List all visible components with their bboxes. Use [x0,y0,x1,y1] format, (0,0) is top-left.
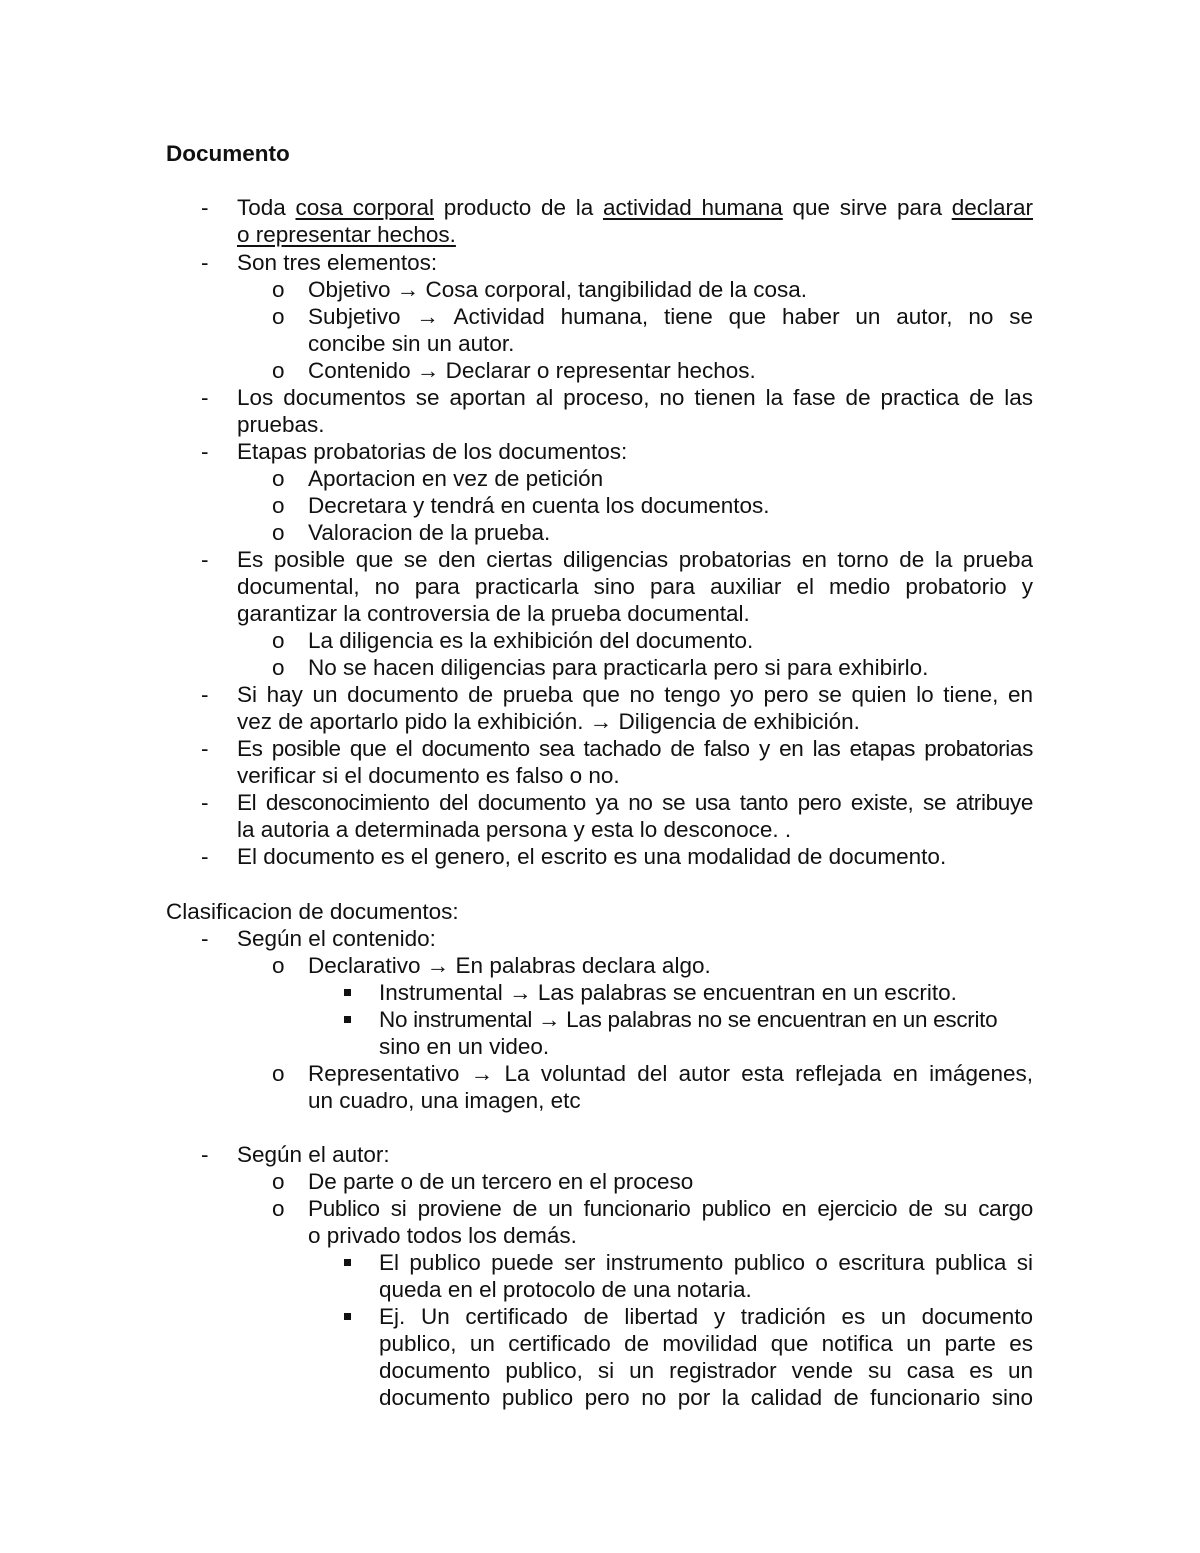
list-item-text: Los documentos se aportan al proceso, no tienen la fase de practica de las [237,385,1033,410]
dash-bullet: - [201,1142,209,1167]
circle-bullet: o [272,628,285,653]
sub-list-item-text: Representativo → La voluntad del autor esta reflejada en imágenes, [308,1061,1033,1086]
list-item-text: Son tres elementos: [237,250,438,275]
square-bullet-icon [344,1259,351,1266]
sub-list-item-text: Aportacion en vez de petición [308,466,604,491]
sub-list-item [0,1060,1200,1087]
sub-list-item [0,519,1200,546]
dash-bullet: - [201,790,209,815]
dash-bullet: - [201,682,209,707]
list-item-continuation [0,762,1200,789]
circle-bullet: o [272,1196,285,1221]
list-item-continuation [0,411,1200,438]
circle-bullet: o [272,277,285,302]
arrow-right-icon: → [426,953,450,978]
list-item-text: Etapas probatorias de los documentos: [237,439,628,464]
list-item [0,735,1200,762]
list-item [0,546,1200,573]
circle-bullet: o [272,358,285,383]
sub-sub-list-item-continuation [0,1384,1200,1411]
doc-title-line [0,140,1200,167]
sub-list-item [0,1195,1200,1222]
list-item [0,789,1200,816]
list-item-text: Según el autor: [237,1142,390,1167]
dash-bullet: - [201,844,209,869]
sub-list-item-text: Publico si proviene de un funcionario publico en ejercicio de su cargo [308,1196,1033,1221]
sub-sub-list-item-continuation [0,1330,1200,1357]
list-item-continuation [0,221,1200,248]
sub-sub-list-item-text: publico, un certificado de movilidad que notifica un parte es [379,1331,1033,1356]
list-item-text: documental, no para practicarla sino para auxiliar el medio probatorio y [237,574,1033,599]
sub-sub-list-item-text: Ej. Un certificado de libertad y tradición es un documento [379,1304,1033,1329]
dash-bullet: - [201,926,209,951]
square-bullet-icon [344,1313,351,1320]
sub-list-item [0,465,1200,492]
arrow-right-icon: → [416,358,440,383]
sub-list-item [0,492,1200,519]
list-item-text: o representar hechos. [237,222,456,247]
sub-list-item [0,357,1200,384]
list-item-text: El desconocimiento del documento ya no se usa tanto pero existe, se atribuye [237,790,1033,815]
list-item [0,384,1200,411]
sub-sub-list-item-text: No instrumental → Las palabras no se encuentran en un escrito [379,1007,998,1032]
list-item-text: Según el contenido: [237,926,436,951]
list-item-text: la autoria a determinada persona y esta lo desconoce. . [237,817,792,842]
sub-sub-list-item [0,1249,1200,1276]
arrow-right-icon: → [470,1061,494,1086]
sub-list-item-text: Contenido → Declarar o representar hechos. [308,358,756,383]
circle-bullet: o [272,304,285,329]
doc-title: Documento [166,141,290,166]
list-item-continuation [0,600,1200,627]
sub-list-item [0,276,1200,303]
sub-sub-list-item-text: queda en el protocolo de una notaria. [379,1277,752,1302]
sub-list-item-continuation [0,330,1200,357]
square-bullet-icon [344,989,351,996]
sub-list-item-continuation [0,1087,1200,1114]
arrow-right-icon: → [589,709,613,734]
list-item-continuation [0,573,1200,600]
sub-list-item-text: Declarativo → En palabras declara algo. [308,953,711,978]
sub-list-item-text: concibe sin un autor. [308,331,515,356]
dash-bullet: - [201,439,209,464]
list-item [0,925,1200,952]
sub-sub-list-item [0,1303,1200,1330]
sub-list-item-text: Valoracion de la prueba. [308,520,551,545]
list-item [0,194,1200,221]
sub-list-item-text: un cuadro, una imagen, etc [308,1088,581,1113]
sub-list-item-text: Decretara y tendrá en cuenta los documentos. [308,493,770,518]
sub-list-item-text: Objetivo → Cosa corporal, tangibilidad de la cosa. [308,277,808,302]
circle-bullet: o [272,953,285,978]
list-item [0,843,1200,870]
list-item-text: verificar si el documento es falso o no. [237,763,620,788]
circle-bullet: o [272,466,285,491]
section-heading: Clasificacion de documentos: [166,899,459,924]
sub-list-item [0,1168,1200,1195]
sub-sub-list-item-continuation [0,1033,1200,1060]
list-item [0,681,1200,708]
list-item-text: Si hay un documento de prueba que no tengo yo pero se quien lo tiene, en [237,682,1033,707]
sub-sub-list-item-continuation [0,1357,1200,1384]
sub-sub-list-item-text: Instrumental → Las palabras se encuentran en un escrito. [379,980,957,1005]
section-heading-line [0,898,1200,925]
circle-bullet: o [272,493,285,518]
sub-list-item [0,627,1200,654]
dash-bullet: - [201,195,209,220]
sub-list-item-text: No se hacen diligencias para practicarla pero si para exhibirlo. [308,655,929,680]
sub-sub-list-item-text: sino en un video. [379,1034,550,1059]
sub-sub-list-item-continuation [0,1276,1200,1303]
list-item-continuation [0,816,1200,843]
sub-list-item [0,303,1200,330]
sub-list-item-text: La diligencia es la exhibición del documento. [308,628,754,653]
list-item-text: pruebas. [237,412,325,437]
sub-sub-list-item [0,979,1200,1006]
sub-list-item [0,952,1200,979]
arrow-right-icon: → [538,1007,561,1032]
list-item [0,1141,1200,1168]
arrow-right-icon: → [509,980,532,1005]
sub-sub-list-item-text: documento publico pero no por la calidad de funcionario sino [379,1385,1033,1410]
dash-bullet: - [201,385,209,410]
sub-sub-list-item [0,1006,1200,1033]
arrow-right-icon: → [396,277,420,302]
circle-bullet: o [272,655,285,680]
circle-bullet: o [272,520,285,545]
circle-bullet: o [272,1061,285,1086]
circle-bullet: o [272,1169,285,1194]
list-item-text: El documento es el genero, el escrito es una modalidad de documento. [237,844,947,869]
list-item-text: Toda cosa corporal producto de la actividad humana que sirve para declarar [237,195,1033,220]
sub-list-item [0,654,1200,681]
sub-list-item-text: De parte o de un tercero en el proceso [308,1169,694,1194]
sub-sub-list-item-text: documento publico, si un registrador vende su casa es un [379,1358,1033,1383]
list-item-text: Es posible que se den ciertas diligencias probatorias en torno de la prueba [237,547,1033,572]
dash-bullet: - [201,250,209,275]
list-item-text: Es posible que el documento sea tachado de falso y en las etapas probatorias [237,736,1033,761]
sub-list-item-continuation [0,1222,1200,1249]
square-bullet-icon [344,1016,351,1023]
sub-list-item-text: o privado todos los demás. [308,1223,577,1248]
list-item-text: garantizar la controversia de la prueba documental. [237,601,750,626]
dash-bullet: - [201,736,209,761]
dash-bullet: - [201,547,209,572]
list-item [0,249,1200,276]
sub-sub-list-item-text: El publico puede ser instrumento publico o escritura publica si [379,1250,1033,1275]
sub-list-item-text: Subjetivo → Actividad humana, tiene que haber un autor, no se [308,304,1034,329]
arrow-right-icon: → [416,304,439,329]
list-item [0,438,1200,465]
list-item-continuation [0,708,1200,735]
list-item-text: vez de aportarlo pido la exhibición. → Diligencia de exhibición. [237,709,860,734]
